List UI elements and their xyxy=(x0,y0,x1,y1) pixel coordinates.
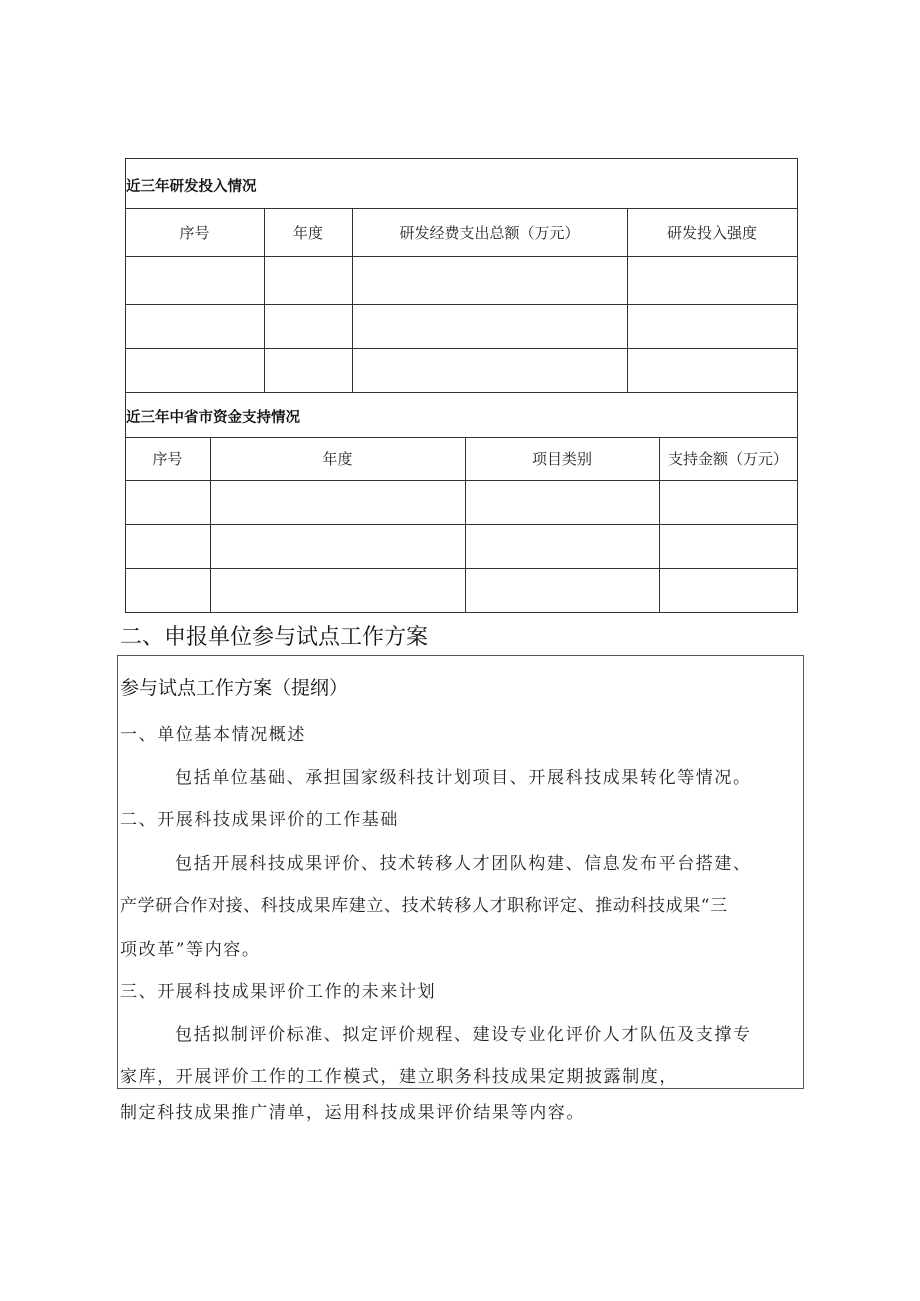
table-border xyxy=(125,158,798,159)
table-cell[interactable] xyxy=(126,349,264,392)
table-cell[interactable] xyxy=(353,349,627,392)
table-cell[interactable] xyxy=(628,257,797,304)
overflow-text-line: 制定科技成果推广清单，运用科技成果评价结果等内容。 xyxy=(120,1103,585,1123)
table-cell[interactable] xyxy=(211,481,465,524)
table-cell[interactable] xyxy=(265,349,352,392)
col-header-rd-intensity: 研发投入强度 xyxy=(666,223,757,242)
table-cell[interactable] xyxy=(660,525,797,568)
col-header-year: 年度 xyxy=(322,450,353,468)
outline-item-body: 项改革”等内容。 xyxy=(120,940,261,960)
outline-item-heading: 三、开展科技成果评价工作的未来计划 xyxy=(120,982,437,1002)
table-cell[interactable] xyxy=(660,569,797,612)
table-cell[interactable] xyxy=(126,525,210,568)
table-cell[interactable] xyxy=(126,569,210,612)
col-header-year: 年度 xyxy=(292,223,323,242)
table-cell[interactable] xyxy=(265,257,352,304)
table-cell[interactable] xyxy=(126,481,210,524)
table-cell[interactable] xyxy=(211,569,465,612)
table-cell[interactable] xyxy=(353,257,627,304)
outline-item-body: 包括开展科技成果评价、技术转移人才团队构建、信息发布平台搭建、 xyxy=(175,854,752,874)
outline-title: 参与试点工作方案（提纲） xyxy=(120,677,349,699)
table-cell[interactable] xyxy=(466,525,659,568)
table-cell[interactable] xyxy=(628,305,797,348)
outline-item-heading: 二、开展科技成果评价的工作基础 xyxy=(120,810,399,830)
col-header-index: 序号 xyxy=(179,223,210,242)
table-border xyxy=(125,612,798,613)
rd-section-label: 近三年研发投入情况 xyxy=(126,179,257,195)
col-header-rd-expense: 研发经费支出总额（万元） xyxy=(399,223,580,242)
section-heading: 二、申报单位参与试点工作方案 xyxy=(120,625,429,650)
col-header-support-amount: 支持金额（万元） xyxy=(667,450,788,468)
table-cell[interactable] xyxy=(126,305,264,348)
table-cell[interactable] xyxy=(265,305,352,348)
col-header-index: 序号 xyxy=(152,450,183,468)
table-border xyxy=(797,158,798,392)
table-border xyxy=(797,392,798,612)
outline-item-body: 包括拟制评价标准、拟定评价规程、建设专业化评价人才队伍及支撑专 xyxy=(175,1025,752,1045)
col-header-project-category: 项目类别 xyxy=(531,450,592,468)
outline-item-body: 产学研合作对接、科技成果库建立、技术转移人才职称评定、推动科技成果“三 xyxy=(120,896,728,916)
table-cell[interactable] xyxy=(660,481,797,524)
table-cell[interactable] xyxy=(466,481,659,524)
table-cell[interactable] xyxy=(126,257,264,304)
row-divider xyxy=(125,392,798,393)
table-cell[interactable] xyxy=(466,569,659,612)
outline-item-body: 家库，开展评价工作的工作模式，建立职务科技成果定期披露制度， xyxy=(120,1067,678,1087)
table-cell[interactable] xyxy=(628,349,797,392)
outline-item-body: 包括单位基础、承担国家级科技计划项目、开展科技成果转化等情况。 xyxy=(175,768,752,788)
table-cell[interactable] xyxy=(211,525,465,568)
table-cell[interactable] xyxy=(353,305,627,348)
funding-section-label: 近三年中省市资金支持情况 xyxy=(126,410,300,426)
outline-item-heading: 一、单位基本情况概述 xyxy=(120,725,306,745)
